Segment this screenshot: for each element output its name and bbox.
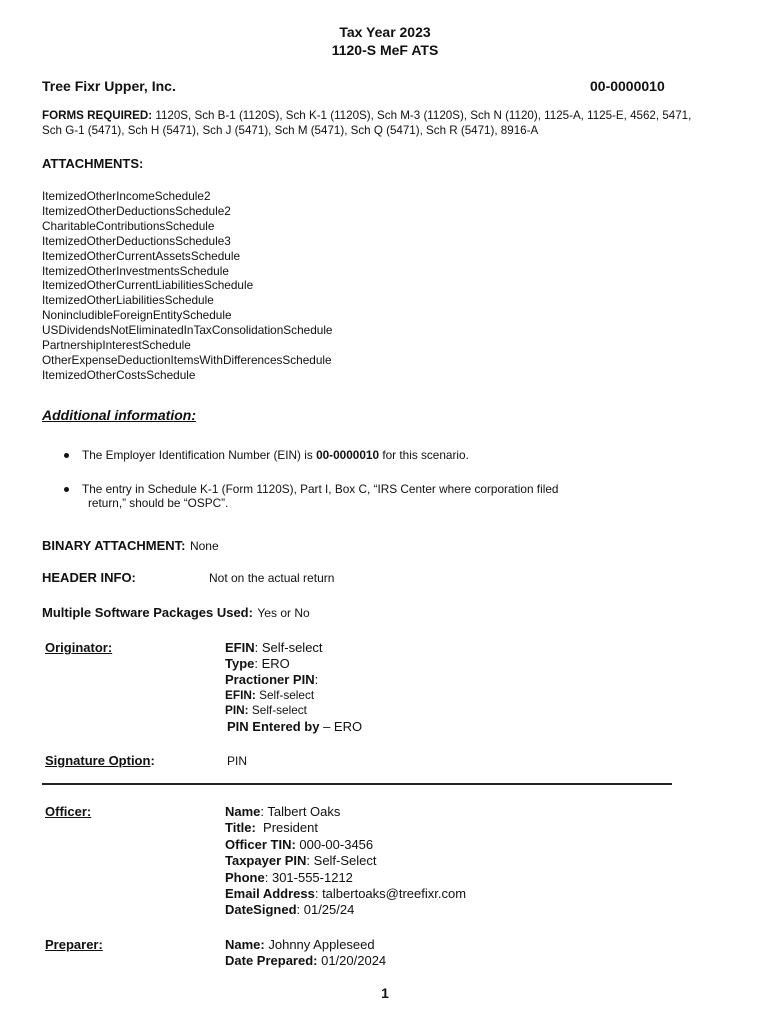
bullet-ein-value: 00-0000010: [316, 448, 380, 462]
originator-efin-label: EFIN: [225, 640, 255, 655]
officer-email-label: Email Address: [225, 886, 315, 901]
practioner-efin-label: EFIN:: [225, 688, 256, 702]
bullet-icon: [64, 453, 69, 458]
officer-tin: [225, 837, 373, 853]
pin-entered-by: [227, 719, 362, 735]
originator-type-value: : ERO: [254, 656, 290, 671]
officer-name-label: Name: [225, 804, 261, 819]
originator-efin: [225, 640, 323, 656]
attachment-item: ItemizedOtherIncomeSchedule2: [42, 189, 211, 203]
attachment-item: ItemizedOtherInvestmentsSchedule: [42, 263, 229, 278]
preparer-date: [225, 953, 386, 969]
attachments-list: [42, 189, 333, 383]
taxpayer-pin-label: Taxpayer PIN: [225, 853, 307, 868]
officer-phone-label: Phone: [225, 870, 265, 885]
practioner-pin-sub-label: PIN:: [225, 703, 249, 717]
bullet-ein-pre: The Employer Identification Number (EIN) is: [82, 448, 317, 462]
attachment-item: ItemizedOtherLiabilitiesSchedule: [42, 293, 214, 308]
officer-name: [225, 804, 340, 820]
preparer-name-value: Johnny Appleseed: [264, 937, 375, 952]
additional-info-colon: :: [191, 407, 196, 423]
pin-entered-by-label: PIN Entered by: [227, 719, 320, 734]
forms-required-value: 1120S, Sch B-1 (1120S), Sch K-1 (1120S), Sch M-3 (1120S), Sch N (1120), 1125-A, 1125-E, 4562, 5471, Sch G-1 (5471), Sch H (5471), Sch J (5471), Sch M (5471), Sch Q (5471), Sch R (5471), 8916-A: [42, 109, 692, 137]
officer-tin-label: Officer TIN:: [225, 837, 296, 852]
officer-title: [225, 820, 318, 836]
additional-info-bullet-ein: [82, 448, 469, 463]
bullet-icon: [64, 487, 69, 492]
preparer-name-label: Name:: [225, 937, 265, 952]
additional-info-bullet-ospc-line1: The entry in Schedule K-1 (Form 1120S), Part I, Box C, “IRS Center where corporation filed: [82, 482, 559, 496]
practioner-pin: [225, 703, 307, 718]
software-packages-value: Yes or No: [257, 606, 310, 620]
binary-attachment-label: BINARY ATTACHMENT:: [42, 538, 186, 553]
preparer-date-label: Date Prepared:: [225, 953, 318, 968]
originator-label: Originator:: [45, 640, 113, 655]
attachment-item: NonincludibleForeignEntitySchedule: [42, 308, 232, 323]
attachment-item: ItemizedOtherCurrentLiabilitiesSchedule: [42, 278, 254, 293]
officer-title-label: Title:: [225, 820, 256, 835]
practioner-efin: [225, 688, 314, 703]
header-info-label: HEADER INFO:: [42, 570, 136, 585]
officer-email: [225, 886, 466, 902]
officer-date-signed-value: : 01/25/24: [296, 902, 355, 917]
signature-option-label-text: Signature Option: [45, 753, 151, 768]
form-ats-title: 1120-S MeF ATS: [331, 42, 439, 58]
officer-name-value: : Talbert Oaks: [260, 804, 341, 819]
officer-tin-value: 000-00-3456: [295, 837, 374, 852]
forms-required: [42, 108, 702, 138]
signature-option-colon: :: [150, 753, 155, 768]
company-ein: 00-0000010: [590, 78, 665, 94]
originator-type-label: Type: [225, 656, 255, 671]
originator-efin-value: : Self-select: [254, 640, 323, 655]
bullet-ein-post: for this scenario.: [379, 448, 469, 462]
attachment-item: PartnershipInterestSchedule: [42, 338, 191, 353]
attachment-item: USDividendsNotEliminatedInTaxConsolidationSchedule: [42, 323, 333, 338]
officer-title-value: President: [255, 820, 318, 835]
preparer-date-value: 01/20/2024: [317, 953, 387, 968]
signature-option-value: PIN: [227, 754, 248, 768]
page-number: 1: [381, 985, 389, 1001]
attachment-item: OtherExpenseDeductionItemsWithDifferencesSchedule: [42, 352, 332, 367]
binary-attachment-row: [42, 537, 219, 555]
header-info-value: Not on the actual return: [209, 571, 335, 585]
signature-option-label: [45, 753, 155, 768]
tax-year-title: Tax Year 2023: [339, 24, 431, 40]
taxpayer-pin: [225, 853, 377, 869]
binary-attachment-value: None: [189, 539, 219, 553]
attachment-item: ItemizedOtherDeductionsSchedule3: [42, 233, 231, 248]
attachments-heading: ATTACHMENTS:: [42, 156, 144, 171]
taxpayer-pin-value: : Self-Select: [306, 853, 377, 868]
software-packages-row: [42, 604, 310, 622]
originator-practioner-pin: [225, 672, 318, 688]
originator-type: [225, 656, 290, 672]
attachment-item: ItemizedOtherCurrentAssetsSchedule: [42, 248, 241, 263]
forms-required-label: FORMS REQUIRED:: [42, 109, 153, 122]
preparer-label: Preparer:: [45, 937, 103, 952]
officer-phone-value: : 301-555-1212: [264, 870, 353, 885]
additional-info-bullet-ospc-line2: return,” should be “OSPC”.: [88, 496, 229, 510]
software-packages-label: Multiple Software Packages Used:: [42, 605, 253, 620]
officer-label: Officer:: [45, 804, 92, 819]
attachment-item: ItemizedOtherCostsSchedule: [42, 367, 196, 382]
additional-info-heading: [42, 407, 196, 423]
practioner-efin-value: Self-select: [255, 688, 315, 702]
attachment-item: CharitableContributionsSchedule: [42, 218, 215, 233]
officer-phone: [225, 870, 353, 886]
company-name: Tree Fixr Upper, Inc.: [42, 78, 176, 94]
preparer-name: [225, 937, 375, 953]
practioner-pin-sub-value: Self-select: [248, 703, 307, 717]
attachment-item: ItemizedOtherDeductionsSchedule2: [42, 203, 231, 218]
officer-date-signed-label: DateSigned: [225, 902, 297, 917]
practioner-pin-label: Practioner PIN: [225, 672, 315, 687]
pin-entered-by-value: – ERO: [319, 719, 363, 734]
practioner-pin-colon: :: [314, 672, 319, 687]
additional-info-heading-text: Additional information: [42, 407, 192, 423]
officer-email-value: : talbertoaks@treefixr.com: [314, 886, 467, 901]
officer-date-signed: [225, 902, 354, 918]
section-divider: [42, 783, 672, 785]
